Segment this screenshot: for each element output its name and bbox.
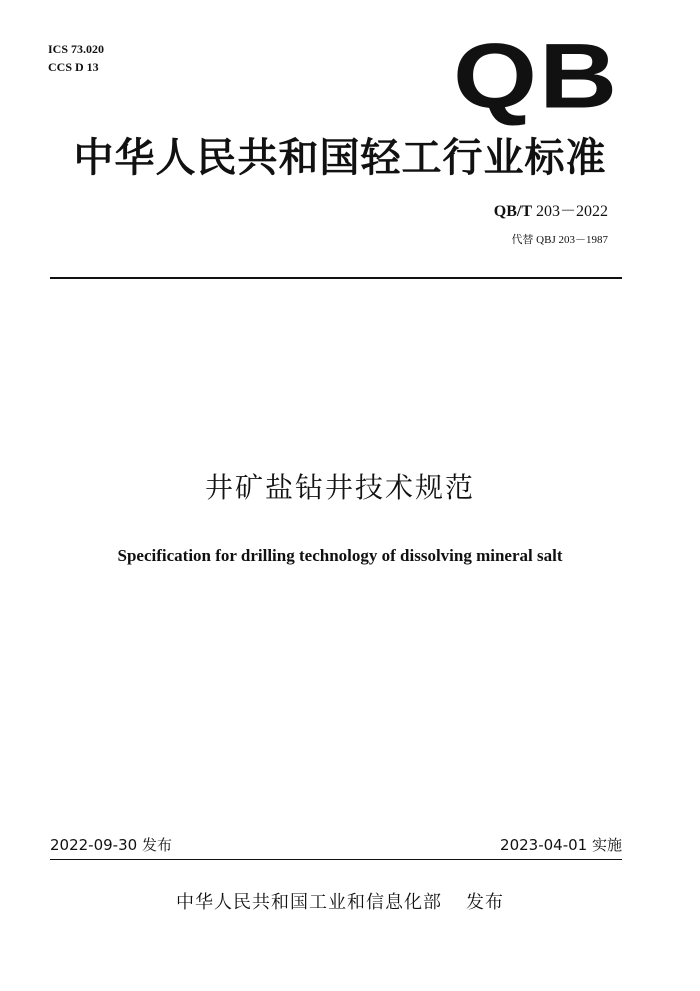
standard-number-prefix: QB/T [493, 203, 532, 220]
implementation-date: 2023-04-01 实施 [500, 836, 622, 854]
english-title: Specification for drilling technology of dissolving mineral salt [117, 546, 563, 565]
release-date: 2022-09-30 发布 [50, 836, 172, 854]
ics-code: ICS 73.020 [48, 42, 105, 56]
ccs-code: CCS D 13 [48, 60, 99, 74]
classification-codes [48, 40, 104, 76]
standard-number-value: 203－2022 [535, 203, 608, 220]
bottom-divider [50, 859, 622, 860]
issuer-name: 中华人民共和国工业和信息化部 [176, 892, 442, 913]
top-divider [50, 277, 622, 279]
replaces-standard: 代替 QBJ 203－1987 [511, 234, 608, 246]
issuer-action: 发布 [466, 892, 504, 913]
standard-category-title: 中华人民共和国轻工行业标准 [73, 135, 607, 181]
qb-logo: QB [453, 24, 620, 128]
standard-number [494, 200, 608, 224]
chinese-title: 井矿盐钻井技术规范 [204, 471, 475, 504]
issuer-line [0, 890, 680, 916]
